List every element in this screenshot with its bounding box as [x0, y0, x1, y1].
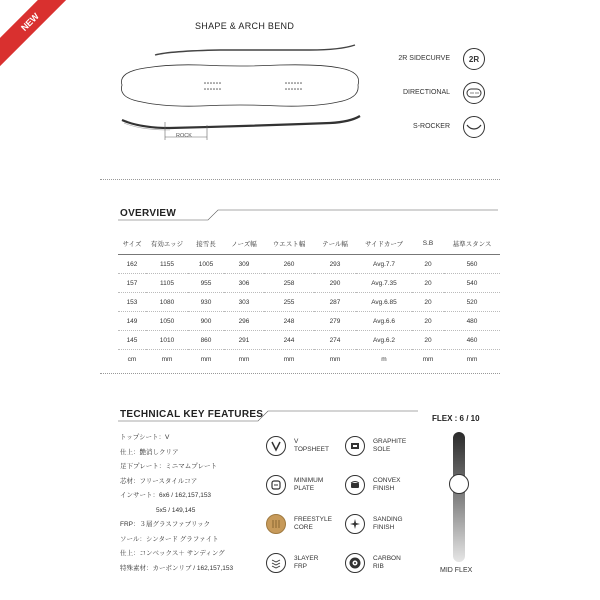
overview-title: OVERVIEW	[120, 208, 177, 219]
col-header: 基準スタンス	[444, 232, 500, 255]
table-cell: 260	[264, 255, 314, 274]
divider-2	[100, 373, 500, 374]
table-cell: 303	[224, 293, 264, 312]
sanding-finish-label: SANDING FINISH	[373, 516, 403, 531]
table-cell: 1050	[146, 312, 188, 331]
carbon-rib-icon	[345, 553, 365, 573]
table-row	[118, 312, 500, 331]
unit-cell: mm	[161, 355, 173, 363]
table-cell: 258	[264, 274, 314, 293]
table-cell: 20	[412, 255, 444, 274]
table-header-row	[118, 232, 500, 255]
flex-label: MID FLEX	[440, 567, 473, 574]
table-cell: 296	[224, 312, 264, 331]
flex-slider-knob	[449, 474, 469, 494]
flex-slider-track	[453, 432, 465, 562]
unit-cell: mm	[200, 355, 212, 363]
table-cell: 900	[188, 312, 224, 331]
table-cell: 460	[444, 331, 500, 350]
table-cell: 20	[412, 331, 444, 350]
table-row	[118, 255, 500, 274]
spec-line: 仕上：艶消しクリア	[120, 448, 179, 456]
table-cell: 293	[314, 255, 356, 274]
table-cell: 244	[264, 331, 314, 350]
unit-cell: m	[381, 355, 387, 363]
spec-line: 芯材：フリースタイルコア	[120, 477, 198, 485]
sanding-finish-icon	[345, 514, 365, 534]
table-row	[118, 331, 500, 350]
table-units-row	[118, 350, 500, 369]
profile-line	[122, 116, 360, 128]
unit-cell: mm	[238, 355, 250, 363]
table-cell: 1105	[146, 274, 188, 293]
carbon-rib-label: CARBON RIB	[373, 555, 401, 570]
table-cell: 291	[224, 331, 264, 350]
legend-s-rocker-label: S-ROCKER	[413, 123, 450, 130]
table-cell: 279	[314, 312, 356, 331]
table-cell: 290	[314, 274, 356, 293]
unit-cell: mm	[329, 355, 341, 363]
s-rocker-icon	[463, 116, 485, 138]
graphite-sole-label: GRAPHITE SOLE	[373, 438, 407, 453]
col-header: ノーズ幅	[224, 232, 264, 255]
convex-finish-icon	[345, 475, 365, 495]
spec-line: トップシート：V	[120, 434, 170, 441]
spec-line: 足下プレート：ミニマムプレート	[120, 463, 217, 470]
v-topsheet-icon	[266, 436, 286, 456]
spec-line: 仕上：コンベックス＋ サンディング	[120, 550, 225, 557]
table-cell: 520	[444, 293, 500, 312]
col-header: サイドカーブ	[356, 232, 412, 255]
col-header: サイズ	[118, 232, 146, 255]
3layer-frp-label: 3LAYER FRP	[294, 555, 319, 570]
table-cell: 309	[224, 255, 264, 274]
table-cell: 274	[314, 331, 356, 350]
rock-label: ROCK	[176, 133, 192, 139]
shape-title: SHAPE & ARCH BEND	[195, 21, 295, 31]
col-header: ウエスト幅	[264, 232, 314, 255]
directional-icon	[463, 82, 485, 104]
table-cell: 930	[188, 293, 224, 312]
table-cell: 1005	[188, 255, 224, 274]
spec-line: 5x5 / 149,145	[156, 506, 196, 514]
2r-sidecurve-icon: 2R	[463, 48, 485, 70]
table-cell: 306	[224, 274, 264, 293]
table-cell: Avg.7.7	[356, 255, 412, 274]
graphite-sole-icon	[345, 436, 365, 456]
table-cell: 20	[412, 293, 444, 312]
table-cell: Avg.6.2	[356, 331, 412, 350]
table-cell: 153	[118, 293, 146, 312]
table-cell: 20	[412, 274, 444, 293]
divider-1	[100, 179, 500, 180]
unit-cell: mm	[422, 355, 434, 363]
legend-directional-label: DIRECTIONAL	[402, 89, 450, 96]
spec-line: ソール：シンタード グラファイト	[120, 535, 219, 543]
table-cell: 1080	[146, 293, 188, 312]
table-cell: 145	[118, 331, 146, 350]
table-cell: 20	[412, 312, 444, 331]
table-row	[118, 274, 500, 293]
table-cell: 248	[264, 312, 314, 331]
spec-list	[120, 431, 233, 576]
board-outline	[121, 65, 358, 106]
table-row	[118, 293, 500, 312]
technical-title: TECHNICAL KEY FEATURES	[120, 409, 264, 420]
table-cell: 157	[118, 274, 146, 293]
overview-title-rule	[118, 208, 498, 222]
table-cell: Avg.7.35	[356, 274, 412, 293]
flex-title: FLEX : 6 / 10	[432, 414, 480, 423]
spec-line: FRP：３層グラスファブリック	[120, 521, 211, 528]
unit-cell: cm	[127, 355, 137, 363]
col-header: 有効エッジ	[146, 232, 188, 255]
table-cell: Avg.6.85	[356, 293, 412, 312]
board-shape-diagram	[110, 40, 370, 150]
spec-line: インサート：6x6 / 162,157,153	[120, 492, 212, 499]
col-header: テール幅	[314, 232, 356, 255]
table-cell: Avg.6.6	[356, 312, 412, 331]
table-cell: 162	[118, 255, 146, 274]
technical-title-rule	[118, 409, 418, 423]
freestyle-core-label: FREESTYLE CORE	[294, 516, 332, 531]
spec-line: 特殊素材：カーボンリブ / 162,157,153	[120, 564, 234, 572]
table-cell: 255	[264, 293, 314, 312]
table-cell: 1155	[146, 255, 188, 274]
3layer-frp-icon	[266, 553, 286, 573]
table-cell: 1010	[146, 331, 188, 350]
convex-finish-label: CONVEX FINISH	[373, 477, 401, 492]
new-badge: NEW	[0, 0, 79, 71]
table-cell: 955	[188, 274, 224, 293]
table-cell: 149	[118, 312, 146, 331]
table-cell: 860	[188, 331, 224, 350]
table-cell: 540	[444, 274, 500, 293]
legend-2r-sidecurve-label: 2R SIDECURVE	[398, 55, 450, 62]
unit-cell: mm	[466, 355, 478, 363]
unit-cell: mm	[283, 355, 295, 363]
col-header: S.B	[412, 232, 444, 255]
table-cell: 480	[444, 312, 500, 331]
col-header: 接雪長	[188, 232, 224, 255]
minimum-plate-icon	[266, 475, 286, 495]
arch-line-top	[155, 45, 355, 55]
v-topsheet-label: V TOPSHEET	[294, 438, 329, 453]
spec-table	[118, 232, 500, 368]
minimum-plate-label: MINIMUM PLATE	[294, 477, 324, 492]
freestyle-core-icon	[266, 514, 286, 534]
table-cell: 560	[444, 255, 500, 274]
table-cell: 287	[314, 293, 356, 312]
